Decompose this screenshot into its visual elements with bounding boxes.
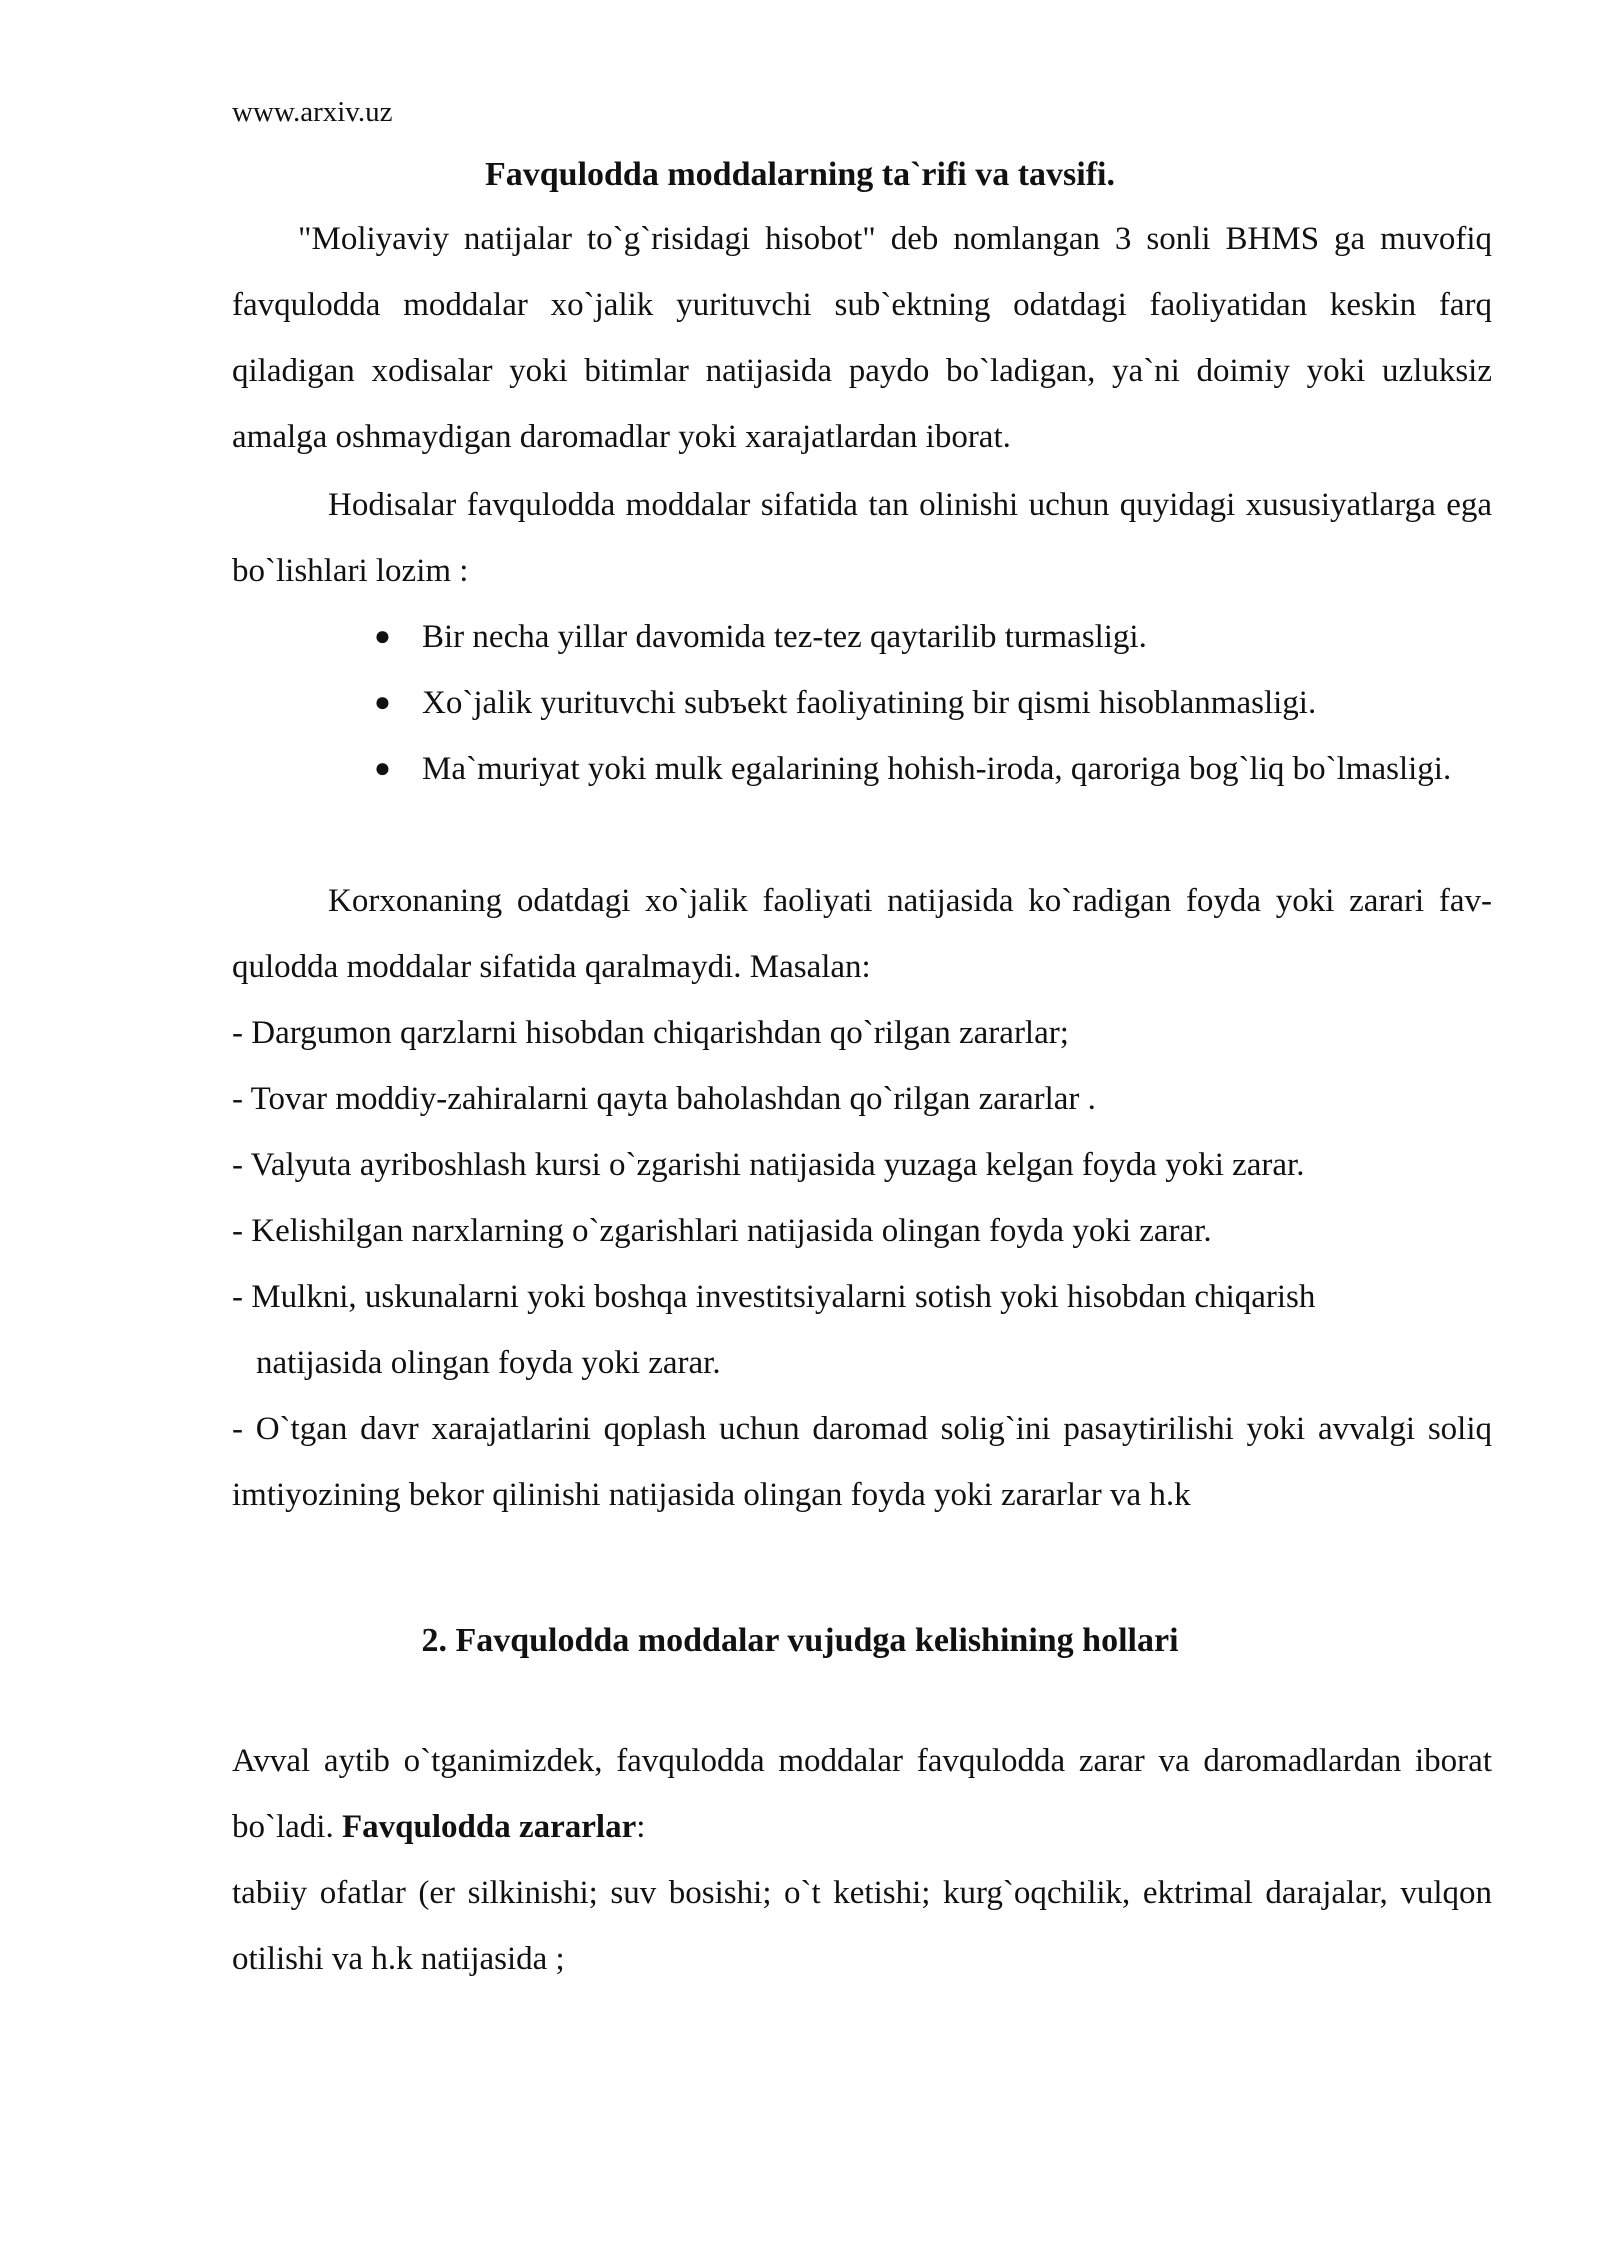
paragraph-criteria: Hodisalar favqulodda moddalar sifatida tan olinishi uchun quyidagi xususiyatlarga ega bo`lishlari lozim : [232,487,1492,589]
criteria-list [374,604,1492,802]
example-item: - Valyuta ayriboshlash kursi o`zgarishi natijasida yuzaga kelgan foyda yoki zarar. [232,1147,1305,1183]
paragraph-bold-term: Favqulodda zararlar [341,1809,637,1845]
paragraph-examples-intro: Korxonaning odatdagi xo`jalik faoliyati natijasida ko`radigan foyda yoki zarari fav-qulodda moddalar sifatida qaralmaydi. Masalan: [232,883,1492,985]
paragraph-tail: : [636,1809,646,1845]
section-title: Favqulodda moddalarning ta`rifi va tavsifi. [484,156,1115,193]
bullet-icon: ● [374,753,391,784]
example-item-continuation: natijasida olingan foyda yoki zarar. [256,1345,721,1381]
section-title-2: 2. Favqulodda moddalar vujudga kelishining hollari [421,1622,1179,1659]
example-item: - Tovar moddiy-zahiralarni qayta baholashdan qo`rilgan zararlar . [232,1081,1096,1117]
paragraph-natural-disasters: tabiiy ofatlar (er silkinishi; suv bosishi; o`t ketishi; kurg`oqchilik, ektrimal darajalar, vulqon otilishi va h.k natijasida ; [232,1875,1492,1977]
list-item [374,670,1492,736]
list-item-text: Xo`jalik yurituvchi subъekt faoliyatining bir qismi hisoblanmasligi. [422,685,1317,721]
examples-list [232,1000,1492,1528]
example-item: - O`tgan davr xarajatlarini qoplash uchun daromad solig`ini pasaytirilishi yoki avvalgi soliq imtiyozining bekor qilinishi natijasida olingan foyda yoki zararlar va h.k [232,1411,1492,1513]
paragraph-intro-losses [232,1728,1492,1860]
list-item-text: Ma`muriyat yoki mulk egalarining hohish-iroda, qaroriga bog`liq bo`lmasligi. [422,751,1452,787]
list-item [374,736,1492,802]
bullet-icon: ● [374,687,391,718]
list-item [374,604,1492,670]
paragraph-definition: "Moliyaviy natijalar to`g`risidagi hisobot" deb nomlangan 3 sonli BHMS ga muvofiq favqulodda moddalar xo`jalik yurituvchi sub`ektning odatdagi faoliyatidan keskin farq qiladigan xodisalar yoki bitimlar natijasida paydo bo`ladigan, ya`ni doimiy yoki uzluksiz amalga oshmaydigan daromadlar yoki xarajatlardan iborat. [232,221,1492,455]
header-site: www.arxiv.uz [232,96,393,128]
list-item-text: Bir necha yillar davomida tez-tez qaytarilib turmasligi. [422,619,1147,655]
example-item: - Dargumon qarzlarni hisobdan chiqarishdan qo`rilgan zararlar; [232,1015,1069,1051]
example-item: - Kelishilgan narxlarning o`zgarishlari natijasida olingan foyda yoki zarar. [232,1213,1212,1249]
bullet-icon: ● [374,621,391,652]
example-item: - Mulkni, uskunalarni yoki boshqa investitsiyalarni sotish yoki hisobdan chiqarish [232,1279,1316,1315]
paragraph-text: Avval aytib o`tganimizdek, favqulodda moddalar favqulodda zarar va daromadlardan iborat bo`ladi. [232,1743,1492,1845]
